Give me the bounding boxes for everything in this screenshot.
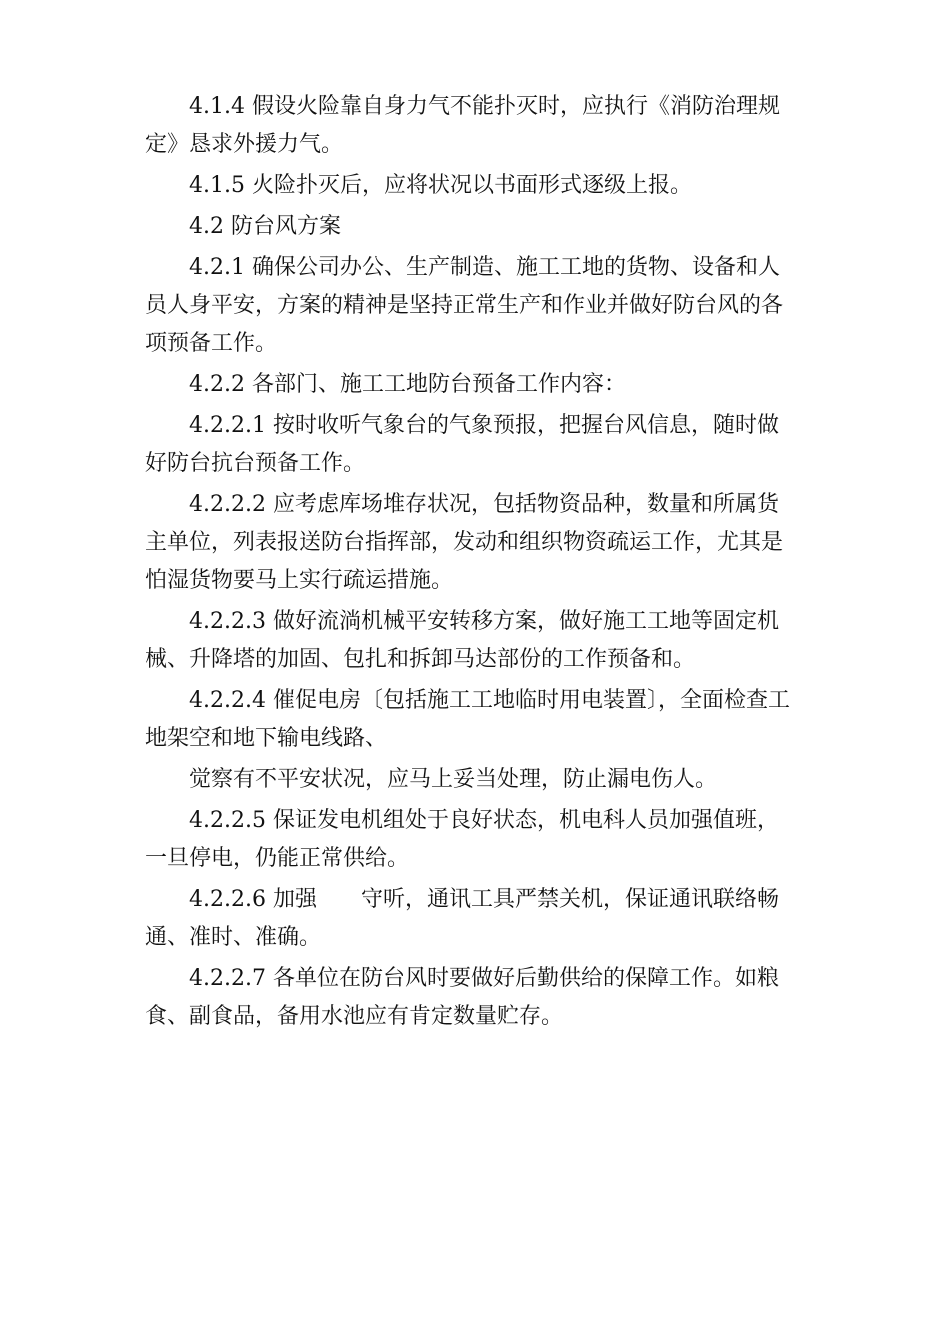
section-heading-4-2: 4.2 防台风方案 [189,214,341,239]
paragraph-4-2-2-5: 4.2.2.5 保证发电机组处于良好状态，机电科人员加强值班，一旦停电，仍能正常供给。 [145,808,779,871]
paragraph-4-2-2-6: 4.2.2.6 加强 守听，通讯工具严禁关机，保证通讯联络畅通、准时、准确。 [145,887,779,950]
paragraph-4-2-2: 4.2.2 各部门、施工工地防台预备工作内容： [189,372,626,397]
paragraph-4-2-2-7: 4.2.2.7 各单位在防台风时要做好后勤供给的保障工作。如粮食、副食品，备用水池应有肯定数量贮存。 [145,966,779,1029]
paragraph-4-2-2-4: 4.2.2.4 催促电房〔包括施工工地临时用电装置〕，全面检查工地架空和地下输电线路、 [145,688,790,751]
paragraph-4-2-2-3: 4.2.2.3 做好流淌机械平安转移方案，做好施工工地等固定机械、升降塔的加固、包扎和拆卸马达部份的工作预备和。 [145,609,779,672]
paragraph-4-2-2-1: 4.2.2.1 按时收听气象台的气象预报，把握台风信息，随时做好防台抗台预备工作。 [145,413,779,476]
document-body [145,88,795,1039]
paragraph-4-2-2-2: 4.2.2.2 应考虑库场堆存状况，包括物资品种，数量和所属货主单位，列表报送防台指挥部，发动和组织物资疏运工作，尤其是怕湿货物要马上实行疏运措施。 [145,492,784,593]
paragraph-4-2-2-4-continued: 觉察有不平安状况，应马上妥当处理，防止漏电伤人。 [189,767,718,792]
paragraph-4-1-5: 4.1.5 火险扑灭后，应将状况以书面形式逐级上报。 [189,173,692,198]
paragraph-4-1-4: 4.1.4 假设火险靠自身力气不能扑灭时，应执行《消防治理规定》恳求外援力气。 [145,94,780,157]
paragraph-4-2-1: 4.2.1 确保公司办公、生产制造、施工工地的货物、设备和人员人身平安，方案的精神是坚持正常生产和作业并做好防台风的各项预备工作。 [145,255,784,356]
